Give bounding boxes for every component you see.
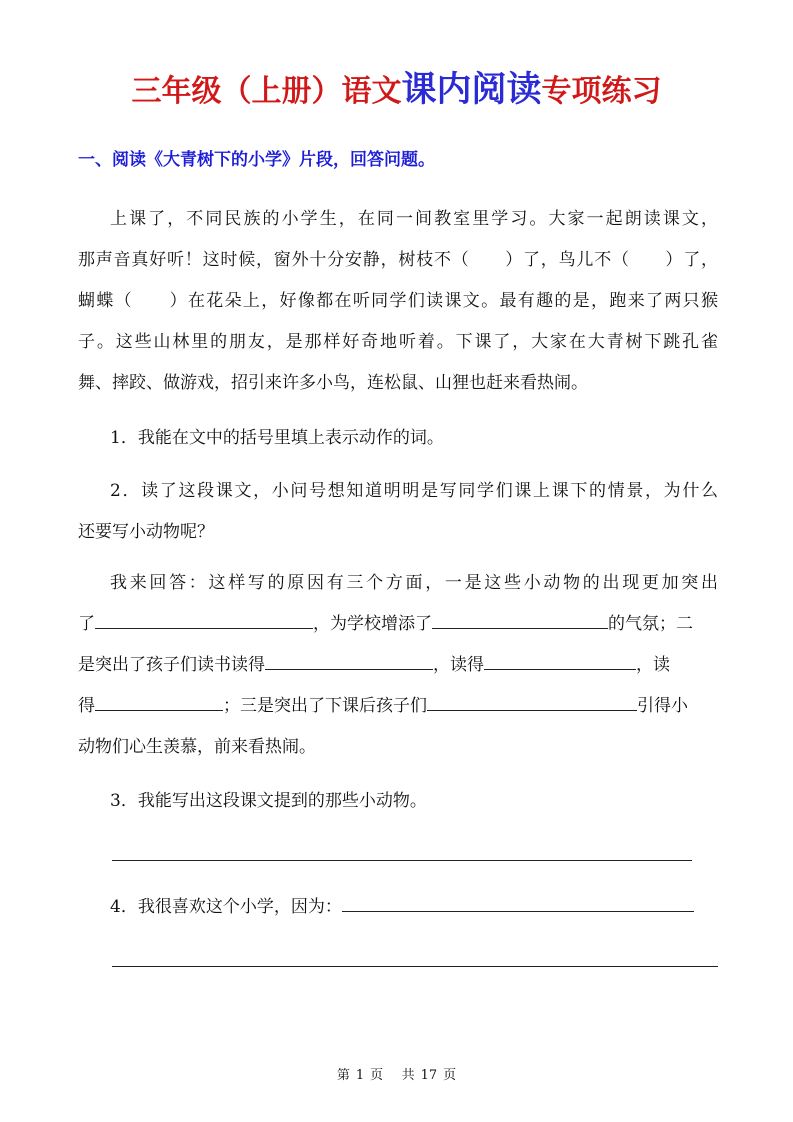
- question-4-text: 4．我很喜欢这个小学，因为：: [110, 897, 342, 917]
- footer-page-unit: 页: [370, 1068, 384, 1083]
- answer-text: 的气氛；二: [608, 614, 693, 634]
- answer-line-4: [78, 692, 688, 720]
- answer-text: 是突出了孩子们读书读得: [78, 655, 265, 675]
- answer-line-5: 动物们心生羡慕，前来看热闹。: [78, 737, 316, 757]
- passage-line-4: 子。这些山林里的朋友，是那样好奇地听着。下课了，大家在大青树下跳孔雀: [78, 332, 718, 352]
- title-part-1: 三年级（上册）语文: [131, 74, 402, 109]
- answer-text: ，读得: [433, 655, 484, 675]
- answer-line-3: [78, 651, 670, 679]
- footer-total-label: 共: [401, 1068, 415, 1083]
- question-4: [110, 893, 694, 921]
- footer-total-number: 17: [420, 1068, 438, 1083]
- footer-page-label: 第: [336, 1068, 350, 1083]
- answer-text: 引得小: [637, 696, 688, 716]
- fill-blank[interactable]: [427, 692, 637, 711]
- answer-line-rule[interactable]: [112, 860, 692, 861]
- answer-text: 了: [78, 614, 95, 634]
- fill-blank[interactable]: [432, 610, 608, 629]
- passage-line-2: 那声音真好听！这时候，窗外十分安静，树枝不（ ）了，鸟儿不（ ）了，: [78, 250, 718, 270]
- question-3: 3．我能写出这段课文提到的那些小动物。: [110, 791, 427, 811]
- section-heading: 一、阅读《大青树下的小学》片段，回答问题。: [78, 150, 435, 170]
- footer-total-unit: 页: [443, 1068, 457, 1083]
- answer-text: ，读: [636, 655, 670, 675]
- fill-blank[interactable]: [95, 692, 223, 711]
- passage-line-5: 舞、摔跤、做游戏，招引来许多小鸟，连松鼠、山狸也赶来看热闹。: [78, 373, 588, 393]
- answer-text: ，为学校增添了: [313, 614, 432, 634]
- answer-line-rule[interactable]: [112, 966, 718, 967]
- answer-text: ；三是突出了下课后孩子们: [223, 696, 427, 716]
- page-title: [0, 68, 793, 114]
- question-2-line-1: 2．读了这段课文，小问号想知道明明是写同学们课上课下的情景，为什么: [110, 481, 718, 501]
- answer-line-1: 我来回答：这样写的原因有三个方面，一是这些小动物的出现更加突出: [110, 573, 718, 593]
- question-2-line-2: 还要写小动物呢？: [78, 522, 214, 542]
- fill-blank[interactable]: [342, 893, 694, 912]
- fill-blank[interactable]: [484, 651, 636, 670]
- question-1: 1．我能在文中的括号里填上表示动作的词。: [110, 428, 444, 448]
- answer-text: 得: [78, 696, 95, 716]
- page-footer: [0, 1066, 793, 1086]
- passage-line-1: 上课了，不同民族的小学生，在同一间教室里学习。大家一起朗读课文，: [110, 209, 718, 229]
- fill-blank[interactable]: [265, 651, 433, 670]
- answer-line-2: [78, 610, 693, 638]
- passage-line-3: 蝴蝶（ ）在花朵上，好像都在听同学们读课文。最有趣的是，跑来了两只猴: [78, 291, 718, 311]
- footer-page-number: 1: [355, 1068, 365, 1083]
- title-part-2: 课内阅读: [401, 70, 542, 110]
- fill-blank[interactable]: [95, 610, 313, 629]
- title-part-3: 专项练习: [541, 74, 662, 109]
